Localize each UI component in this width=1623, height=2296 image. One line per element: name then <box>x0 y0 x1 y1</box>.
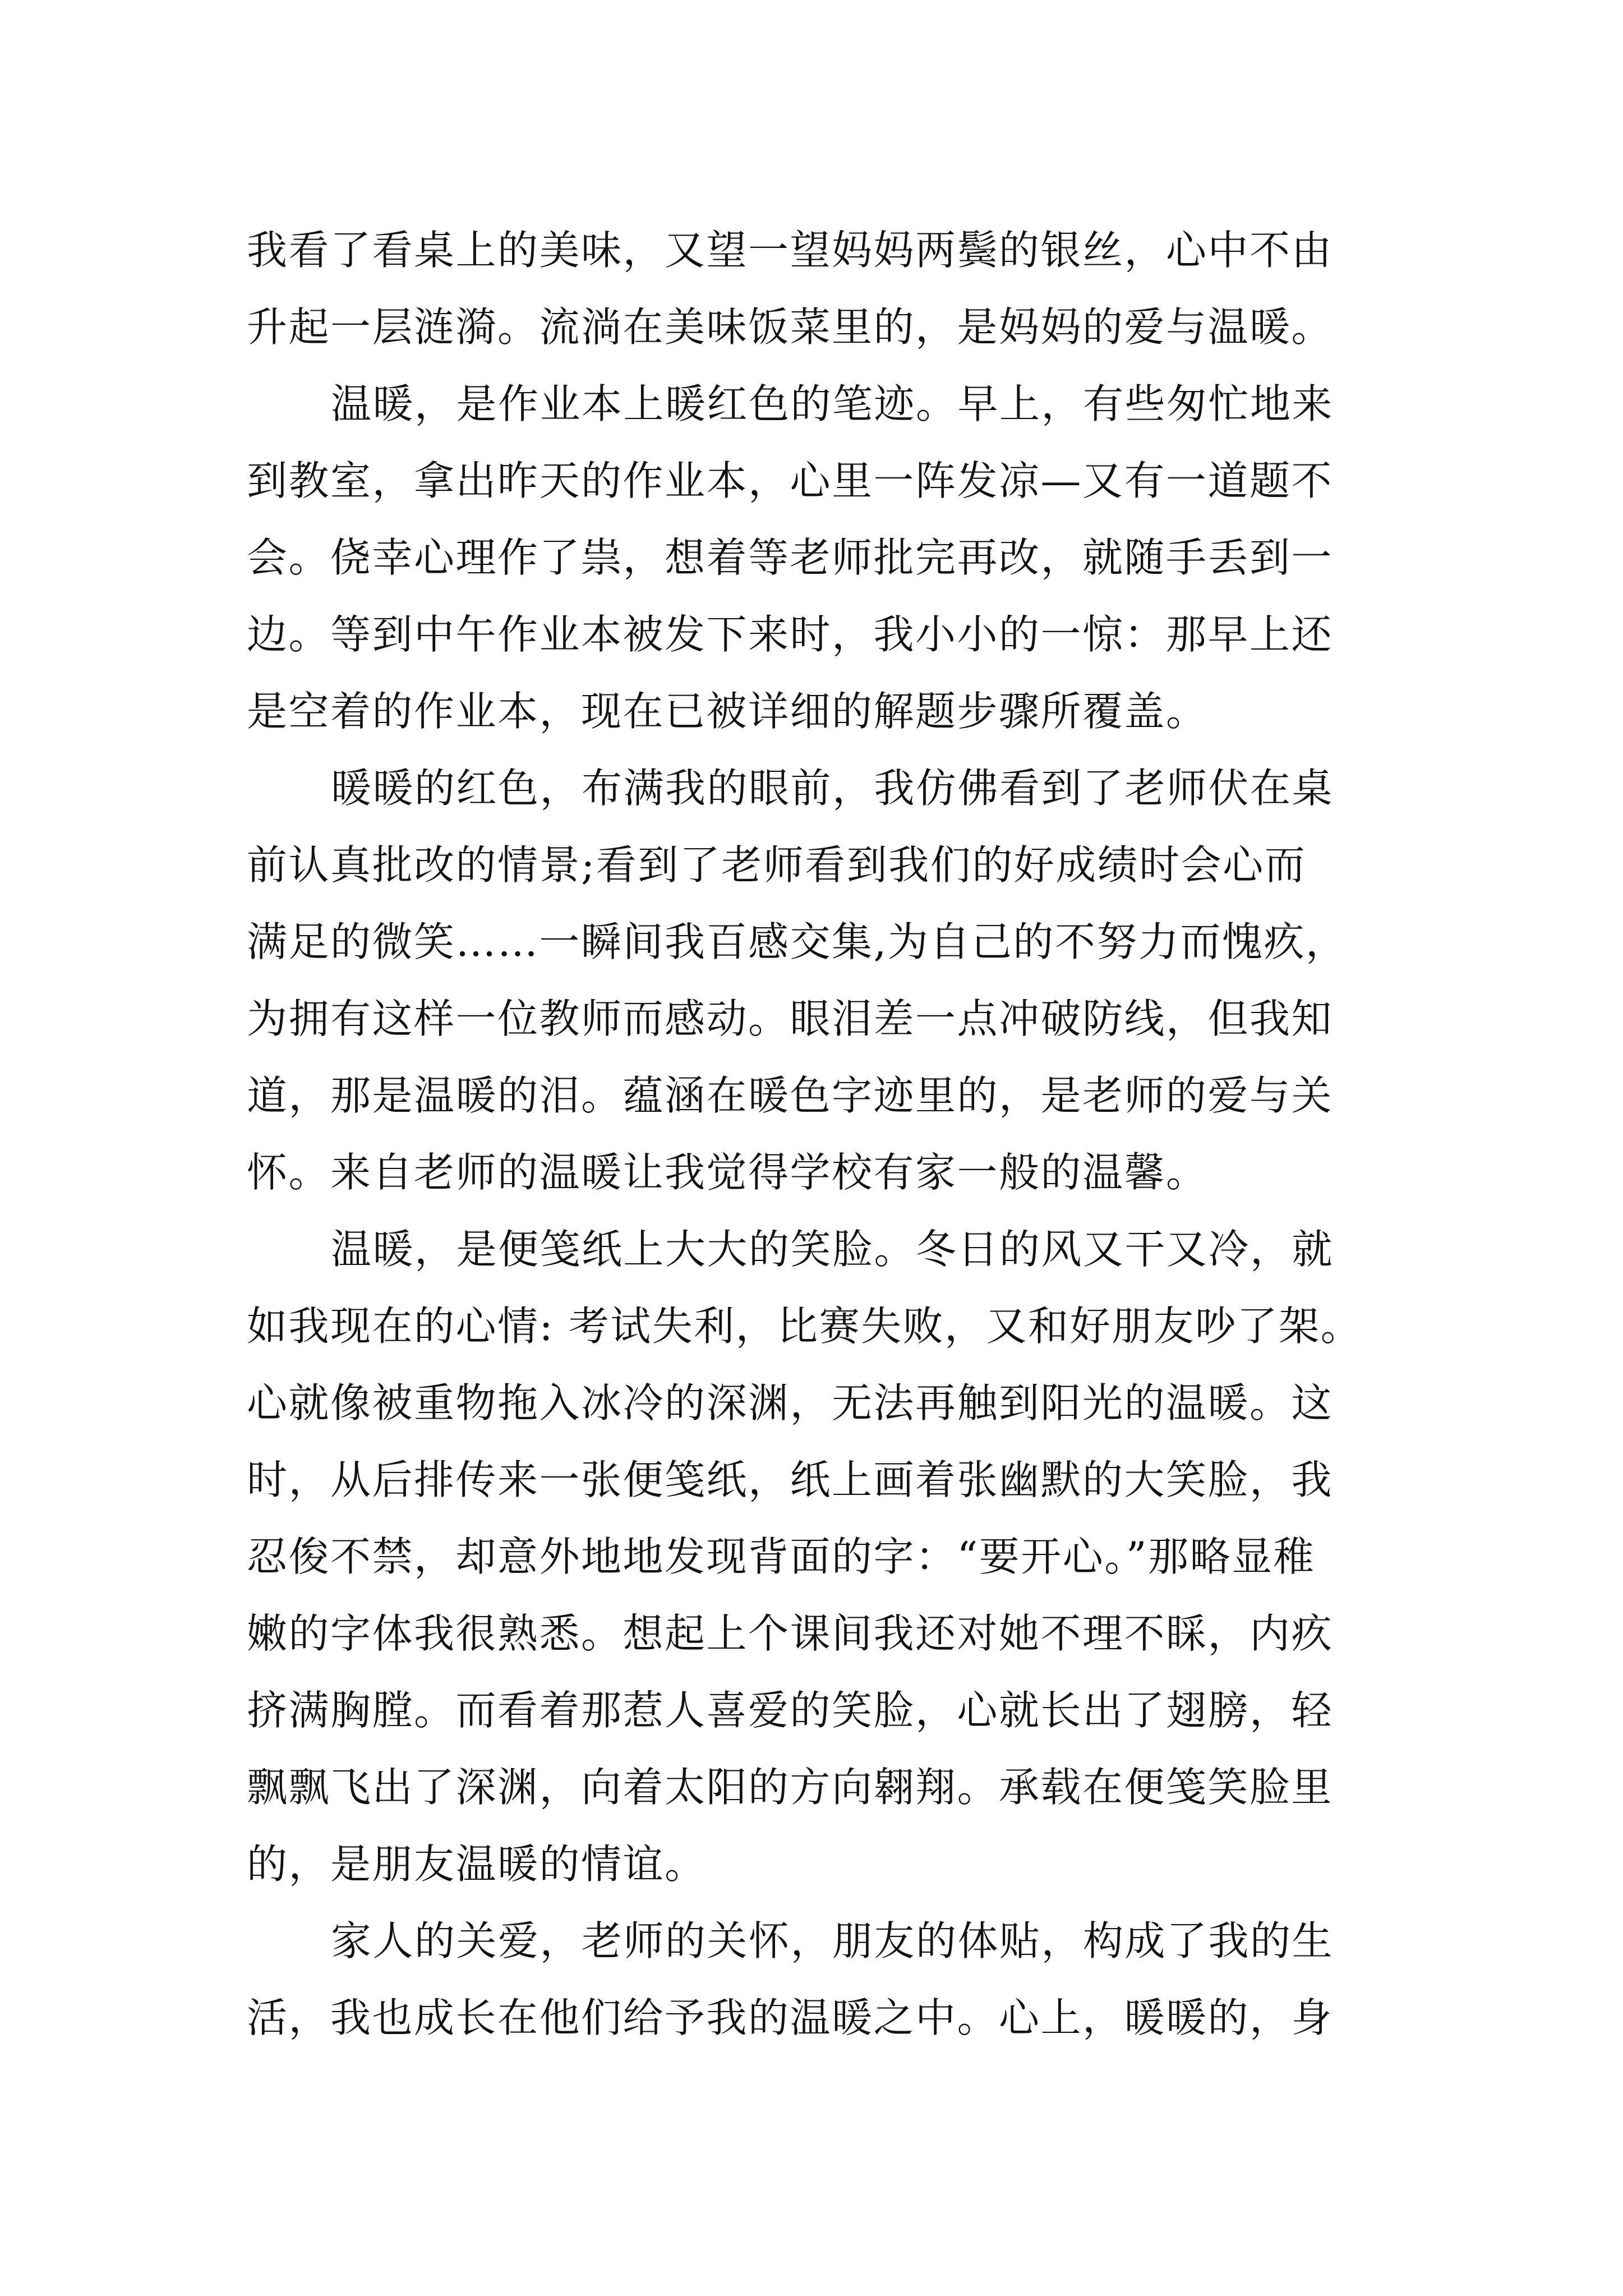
text-line: 道，那是温暖的泪。蕴涵在暖色字迹里的，是老师的爱与关 <box>247 1072 1334 1119</box>
paragraph-start-line: 家人的关爱，老师的关怀，朋友的体贴，构成了我的生 <box>331 1917 1334 1964</box>
essay-body <box>247 212 1413 2056</box>
text-line: 怀。来自老师的温暖让我觉得学校有家一般的温馨。 <box>247 1149 1208 1196</box>
text-line: 升起一层涟漪。流淌在美味饭菜里的，是妈妈的爱与温暖。 <box>247 303 1334 351</box>
text-line: 前认真批改的情景;看到了老师看到我们的好成绩时会心而 <box>247 841 1307 889</box>
text-line: 是空着的作业本，现在已被详细的解题步骤所覆盖。 <box>247 688 1208 735</box>
text-line: 心就像被重物拖入冰冷的深渊，无法再触到阳光的温暖。这 <box>247 1379 1334 1427</box>
text-line: 满足的微笑……一瞬间我百感交集,为自己的不努力而愧疚， <box>247 918 1348 965</box>
text-line: 到教室，拿出昨天的作业本，心里一阵发凉—又有一道题不 <box>247 457 1334 504</box>
text-line: 如我现在的心情: 考试失利，比赛失败，又和好朋友吵了架。 <box>247 1303 1363 1350</box>
text-line: 飘飘飞出了深渊，向着太阳的方向翱翔。承载在便笺笑脸里 <box>247 1764 1334 1811</box>
text-line: 边。等到中午作业本被发下来时，我小小的一惊：那早上还 <box>247 611 1334 658</box>
text-line: 活，我也成长在他们给予我的温暖之中。心上，暖暖的，身 <box>247 1994 1334 2041</box>
paragraph-start-line: 温暖，是便笺纸上大大的笑脸。冬日的风又干又冷，就 <box>331 1226 1334 1273</box>
text-line: 挤满胸膛。而看着那惹人喜爱的笑脸，心就长出了翅膀，轻 <box>247 1687 1334 1734</box>
paragraph-start-line: 温暖，是作业本上暖红色的笔迹。早上，有些匆忙地来 <box>331 380 1334 427</box>
text-line: 嫩的字体我很熟悉。想起上个课间我还对她不理不睬，内疚 <box>247 1610 1334 1657</box>
text-line: 时，从后排传来一张便笺纸，纸上画着张幽默的大笑脸，我 <box>247 1456 1334 1503</box>
text-line: 会。侥幸心理作了祟，想着等老师批完再改，就随手丢到一 <box>247 534 1334 581</box>
paragraph-start-line: 暖暖的红色，布满我的眼前，我仿佛看到了老师伏在桌 <box>331 765 1334 812</box>
text-line: 我看了看桌上的美味，又望一望妈妈两鬓的银丝，心中不由 <box>247 227 1334 274</box>
text-line: 的，是朋友温暖的情谊。 <box>247 1841 707 1888</box>
text-line: 忍俊不禁，却意外地地发现背面的字：“要开心。”那略显稚 <box>247 1533 1316 1580</box>
text-line: 为拥有这样一位教师而感动。眼泪差一点冲破防线，但我知 <box>247 995 1334 1042</box>
